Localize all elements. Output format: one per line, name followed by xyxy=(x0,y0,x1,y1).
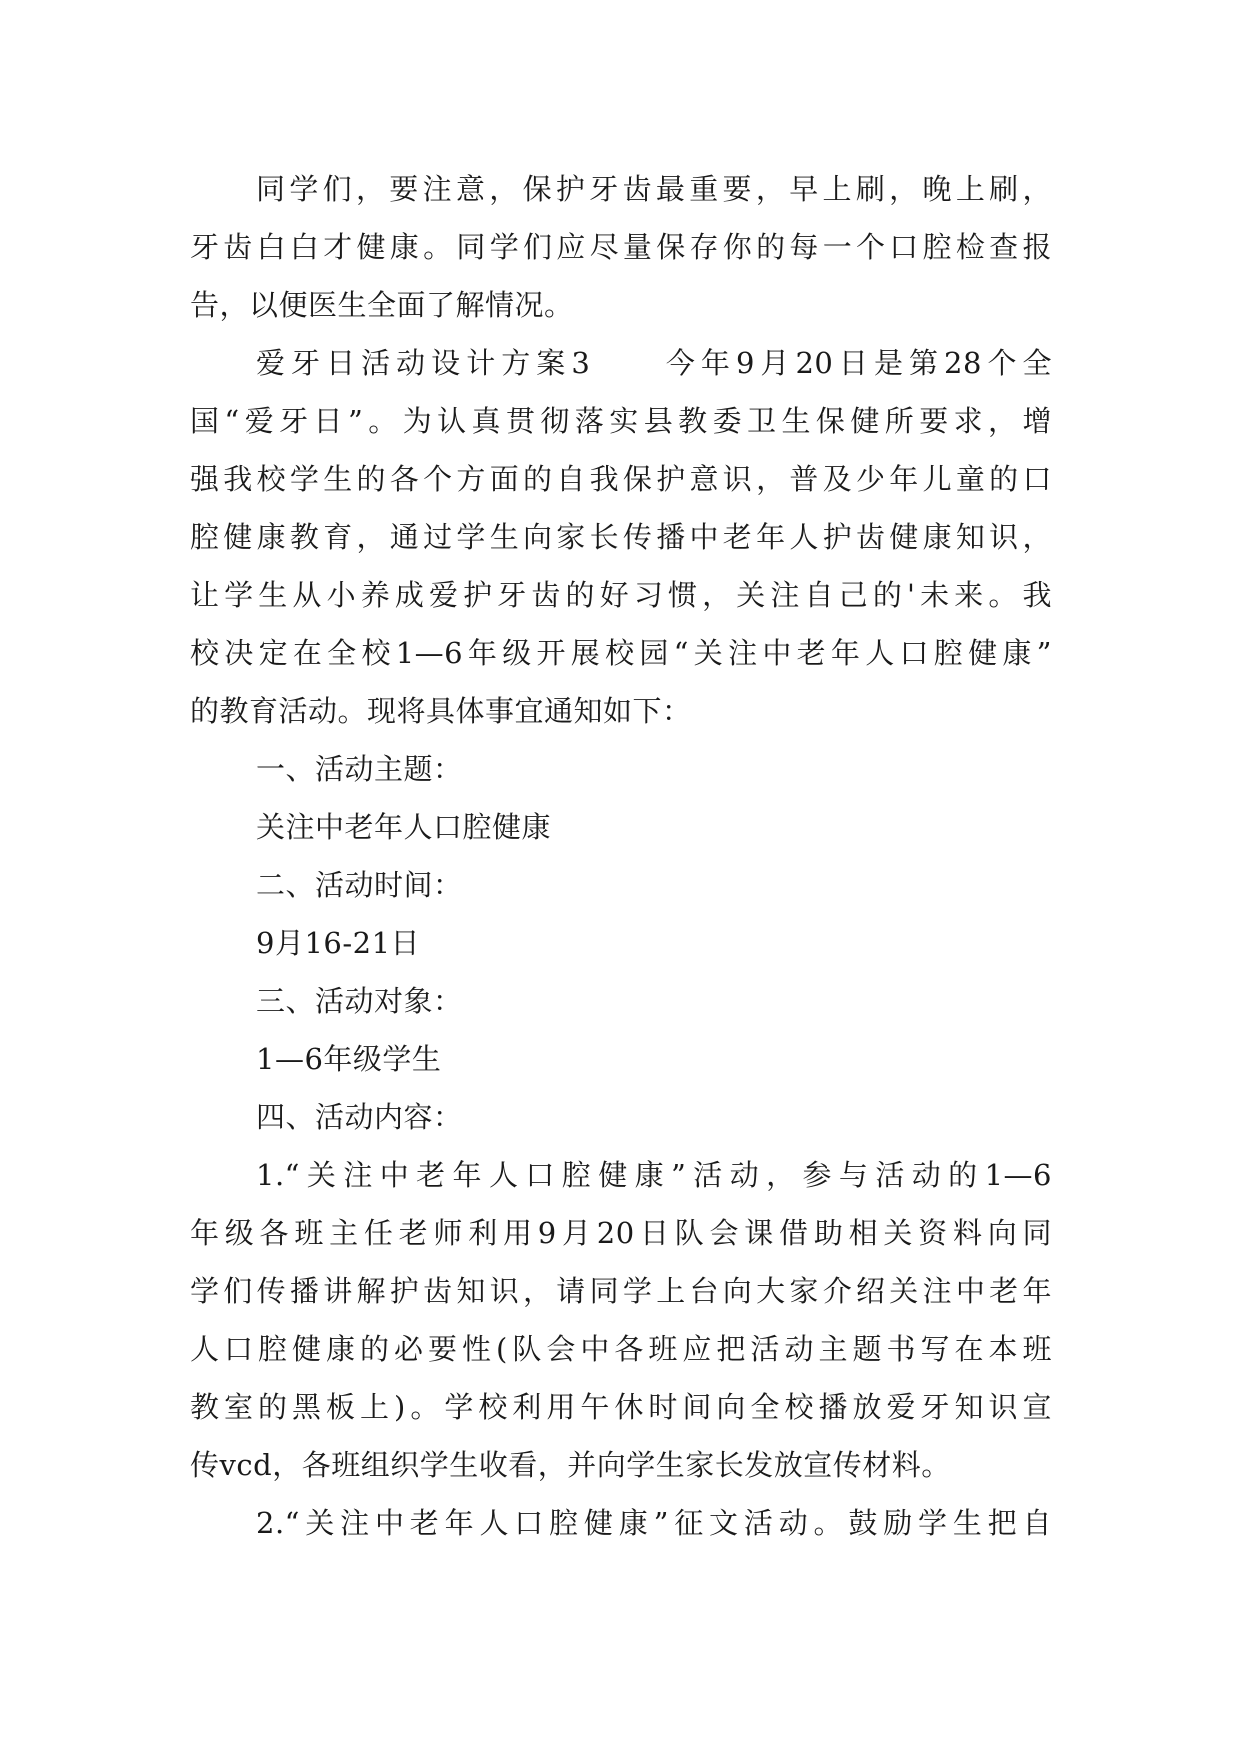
paragraph-line: 的教育活动。现将具体事宜通知如下： xyxy=(190,694,692,728)
paragraph-line: 强我校学生的各个方面的自我保护意识，普及少年儿童的口 xyxy=(190,462,1052,496)
section-content: 1—6年级学生 xyxy=(256,1042,442,1076)
paragraph-line: 同学们，要注意，保护牙齿最重要，早上刷，晚上刷， xyxy=(256,172,1052,206)
document-body xyxy=(190,160,1052,1552)
paragraph-line: 牙齿白白才健康。同学们应尽量保存你的每一个口腔检查报 xyxy=(190,230,1052,264)
paragraph-line: 学们传播讲解护齿知识，请同学上台向大家介绍关注中老年 xyxy=(190,1274,1052,1308)
paragraph-line: 让学生从小养成爱护牙齿的好习惯，关注自己的'未来。我 xyxy=(190,578,1052,612)
paragraph-line: 国“爱牙日”。为认真贯彻落实县教委卫生保健所要求，增 xyxy=(190,404,1052,438)
paragraph-line: 校决定在全校1—6年级开展校园“关注中老年人口腔健康” xyxy=(190,636,1052,670)
paragraph-line: 2.“关注中老年人口腔健康”征文活动。鼓励学生把自 xyxy=(256,1506,1052,1540)
section-heading: 四、活动内容： xyxy=(256,1100,463,1134)
section-heading: 一、活动主题： xyxy=(256,752,463,786)
paragraph-line: 教室的黑板上)。学校利用午休时间向全校播放爱牙知识宣 xyxy=(190,1390,1052,1424)
paragraph-line: 人口腔健康的必要性(队会中各班应把活动主题书写在本班 xyxy=(190,1332,1052,1366)
paragraph-line: 1.“关注中老年人口腔健康”活动，参与活动的1—6 xyxy=(256,1158,1052,1192)
paragraph-line: 腔健康教育，通过学生向家长传播中老年人护齿健康知识， xyxy=(190,520,1052,554)
section-heading: 三、活动对象： xyxy=(256,984,463,1018)
paragraph-line: 爱牙日活动设计方案3 今年9月20日是第28个全 xyxy=(256,346,1052,380)
paragraph-line: 传vcd，各班组织学生收看，并向学生家长发放宣传材料。 xyxy=(190,1448,951,1482)
paragraph-line: 年级各班主任老师利用9月20日队会课借助相关资料向同 xyxy=(190,1216,1052,1250)
section-heading: 二、活动时间： xyxy=(256,868,463,902)
section-content: 9月16-21日 xyxy=(256,926,421,960)
section-content: 关注中老年人口腔健康 xyxy=(256,810,552,844)
paragraph-line: 告，以便医生全面了解情况。 xyxy=(190,288,574,322)
